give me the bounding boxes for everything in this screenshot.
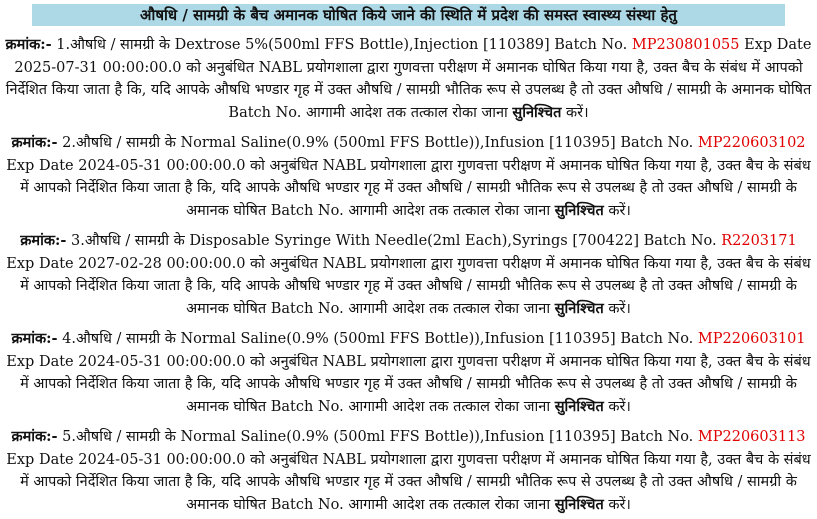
notice-end: करें। <box>608 398 631 415</box>
sunishchit-text: सुनिश्चित <box>512 103 562 121</box>
batch-number: MP220603102 <box>697 135 806 151</box>
page-title: औषधि / सामग्री के बैच अमानक घोषित किये जाने की स्थिति में प्रदेश की समस्त स्वास्थ्य संस्था हेतु <box>32 4 785 26</box>
batch-number: MP230801055 <box>631 37 740 53</box>
notice-prefix: 1.औषधि / सामग्री के Dextrose 5%(500ml FFS Bottle),Injection [110389] Batch No. <box>56 37 628 53</box>
notice-end: करें। <box>608 496 631 513</box>
notice-end: करें। <box>566 104 589 121</box>
notice-item <box>4 426 813 516</box>
notice-end: करें। <box>608 300 631 317</box>
exp-date: 2027-02-28 00:00:00.0 <box>78 255 246 272</box>
notice-item <box>4 230 813 320</box>
notice-body: को अनुबंधित NABL प्रयोगशाला द्वारा गुणवत्ता परीक्षण में अमानक घोषित किया गया है, उक्त बैच के संबंध में आपको निर्देशित किया जाता है कि, यदि आपके औषधि भण्डार गृह में उक्त औषधि / सामग्री भौतिक रूप से उपलब्ध है तो उक्त औषधि / सामग्री के अमानक घोषित Batch No. आगामी आदेश तक तत्काल रोका जाना <box>20 353 811 415</box>
batch-number: MP220603113 <box>697 429 806 445</box>
sunishchit-text: सुनिश्चित <box>554 495 604 513</box>
exp-label: Exp Date <box>6 255 74 272</box>
exp-label: Exp Date <box>6 451 74 468</box>
notice-item <box>4 328 813 418</box>
notice-body: को अनुबंधित NABL प्रयोगशाला द्वारा गुणवत्ता परीक्षण में अमानक घोषित किया गया है, उक्त बैच के संबंध में आपको निर्देशित किया जाता है कि, यदि आपके औषधि भण्डार गृह में उक्त औषधि / सामग्री भौतिक रूप से उपलब्ध है तो उक्त औषधि / सामग्री के अमानक घोषित Batch No. आगामी आदेश तक तत्काल रोका जाना <box>5 59 812 121</box>
exp-date: 2024-05-31 00:00:00.0 <box>78 451 246 468</box>
notice-item <box>4 132 813 222</box>
notice-item <box>4 34 813 124</box>
exp-date: 2024-05-31 00:00:00.0 <box>78 157 246 174</box>
sunishchit-text: सुनिश्चित <box>554 299 604 317</box>
sunishchit-text: सुनिश्चित <box>554 397 604 415</box>
exp-label: Exp Date <box>6 353 74 370</box>
exp-label: Exp Date <box>744 37 812 53</box>
notice-prefix: 2.औषधि / सामग्री के Normal Saline(0.9% (500ml FFS Bottle)),Infusion [110395] Batch No. <box>62 135 694 151</box>
exp-date: 2025-07-31 00:00:00.0 <box>14 59 182 76</box>
notice-prefix: 4.औषधि / सामग्री के Normal Saline(0.9% (500ml FFS Bottle)),Infusion [110395] Batch No. <box>62 331 694 347</box>
notice-prefix: 5.औषधि / सामग्री के Normal Saline(0.9% (500ml FFS Bottle)),Infusion [110395] Batch No. <box>62 429 694 445</box>
notice-body: को अनुबंधित NABL प्रयोगशाला द्वारा गुणवत्ता परीक्षण में अमानक घोषित किया गया है, उक्त बैच के संबंध में आपको निर्देशित किया जाता है कि, यदि आपके औषधि भण्डार गृह में उक्त औषधि / सामग्री भौतिक रूप से उपलब्ध है तो उक्त औषधि / सामग्री के अमानक घोषित Batch No. आगामी आदेश तक तत्काल रोका जाना <box>20 451 811 513</box>
notice-body: को अनुबंधित NABL प्रयोगशाला द्वारा गुणवत्ता परीक्षण में अमानक घोषित किया गया है, उक्त बैच के संबंध में आपको निर्देशित किया जाता है कि, यदि आपके औषधि भण्डार गृह में उक्त औषधि / सामग्री भौतिक रूप से उपलब्ध है तो उक्त औषधि / सामग्री के अमानक घोषित Batch No. आगामी आदेश तक तत्काल रोका जाना <box>20 255 811 317</box>
notice-label: क्रमांक:- <box>20 232 67 249</box>
notice-prefix: 3.औषधि / सामग्री के Disposable Syringe With Needle(2ml Each),Syrings [700422] Batch No. <box>70 233 717 249</box>
notice-label: क्रमांक:- <box>11 330 58 347</box>
batch-number: R2203171 <box>721 233 797 249</box>
notice-body: को अनुबंधित NABL प्रयोगशाला द्वारा गुणवत्ता परीक्षण में अमानक घोषित किया गया है, उक्त बैच के संबंध में आपको निर्देशित किया जाता है कि, यदि आपके औषधि भण्डार गृह में उक्त औषधि / सामग्री भौतिक रूप से उपलब्ध है तो उक्त औषधि / सामग्री के अमानक घोषित Batch No. आगामी आदेश तक तत्काल रोका जाना <box>20 157 811 219</box>
notice-end: करें। <box>608 202 631 219</box>
exp-date: 2024-05-31 00:00:00.0 <box>78 353 246 370</box>
notice-label: क्रमांक:- <box>11 134 58 151</box>
sunishchit-text: सुनिश्चित <box>554 201 604 219</box>
exp-label: Exp Date <box>6 157 74 174</box>
notice-page <box>0 4 817 519</box>
notice-label: क्रमांक:- <box>5 36 52 53</box>
notice-label: क्रमांक:- <box>11 428 58 445</box>
batch-number: MP220603101 <box>697 331 806 347</box>
